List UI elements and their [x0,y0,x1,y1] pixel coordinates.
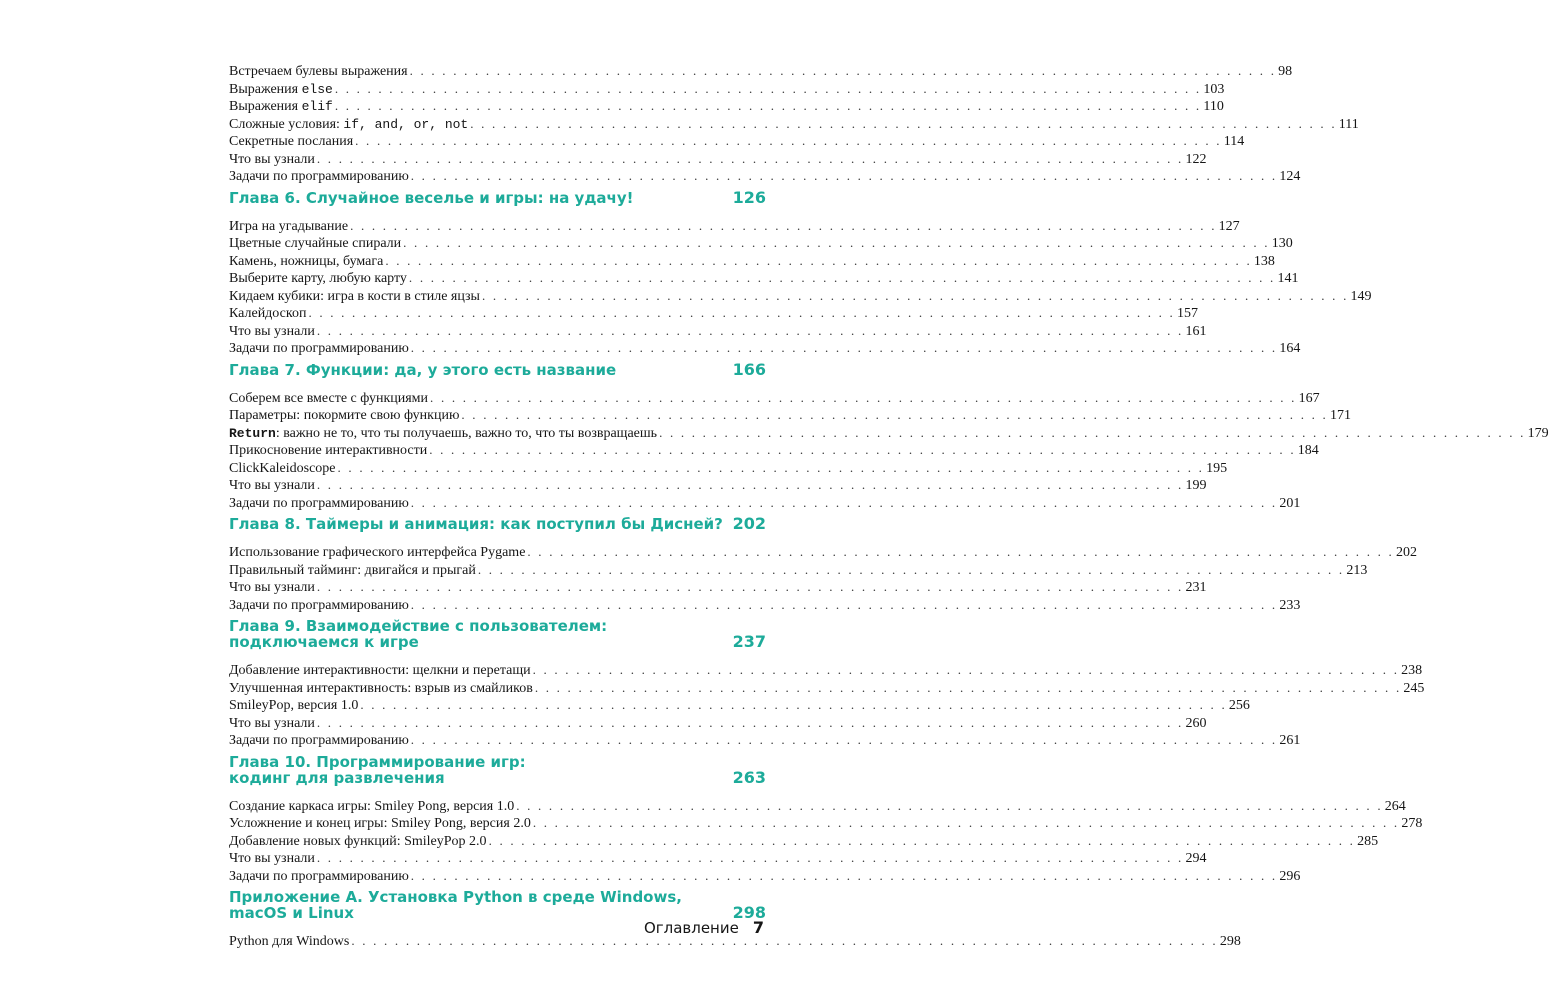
entry-text: Задачи по программированию [229,169,409,184]
chapter-title-line: Приложение А. Установка Python в среде Windows, [229,888,682,906]
dot-leader: . . . . . . . . . . . . . . . . . . . . . . . . . . . . . . . . . . . . . . . . . . . . . . . . . . . . . . . . . . . . . . . . . . . . . . . . . . . . . . . . [316,477,1184,492]
toc-page-number: 122 [1185,151,1207,167]
entry-text: Правильный тайминг: двигайся и прыгай [229,562,476,578]
toc-page-number: 179 [1527,425,1549,441]
dot-leader: . . . . . . . . . . . . . . . . . . . . . . . . . . . . . . . . . . . . . . . . . . . . . . . . . . . . . . . . . . . . . . . . . . . . . . . . . . . . . . . . [308,305,1176,320]
chapter-heading [229,749,766,797]
toc-entry [229,696,1250,714]
dot-leader: . . . . . . . . . . . . . . . . . . . . . . . . . . . . . . . . . . . . . . . . . . . . . . . . . . . . . . . . . . . . . . . . . . . . . . . . . . . . . . . . [410,867,1278,883]
entry-text: Усложнение и конец игры: Smiley Pong, версия 2.0 [229,816,531,831]
toc-entry [229,80,1225,98]
code-keyword: Return [229,425,276,441]
toc-entry [229,494,1301,512]
toc-page-number: 202 [1395,545,1417,560]
toc-entry-label [229,81,333,99]
toc-entry [229,459,1228,477]
toc-page-number: 110 [1203,99,1224,114]
toc-entry-label [229,544,525,562]
toc-entry [229,269,1299,287]
dot-leader: . . . . . . . . . . . . . . . . . . . . . . . . . . . . . . . . . . . . . . . . . . . . . . . . . . . . . . . . . . . . . . . . . . . . . . . . . . . . . . . . [337,459,1205,475]
toc-entry-label [229,562,476,580]
entry-text: Задачи по программированию [229,341,409,356]
entry-text: Секретные послания [229,134,354,149]
page-footer [644,918,764,937]
toc-entry-label [229,662,531,680]
chapter-title-line: Глава 8. Таймеры и анимация: как поступил бы Дисней? [229,515,723,533]
entry-text: Кидаем кубики: игра в кости в стиле яцзы [229,288,480,304]
chapter-heading [229,613,766,661]
entry-text: Что вы узнали [229,151,315,167]
dot-leader: . . . . . . . . . . . . . . . . . . . . . . . . . . . . . . . . . . . . . . . . . . . . . . . . . . . . . . . . . . . . . . . . . . . . . . . . . . . . . . . . [316,322,1184,338]
dot-leader: . . . . . . . . . . . . . . . . . . . . . . . . . . . . . . . . . . . . . . . . . . . . . . . . . . . . . . . . . . . . . . . . . . . . . . . . . . . . . . . . [385,252,1252,268]
chapter-page-number: 202 [732,514,766,533]
toc-entry-label [229,815,531,833]
entry-text: Что вы узнали [229,851,315,866]
toc-entry-label [229,63,408,81]
chapter-title-line: macOS и Linux [229,904,354,922]
dot-leader: . . . . . . . . . . . . . . . . . . . . . . . . . . . . . . . . . . . . . . . . . . . . . . . . . . . . . . . . . . . . . . . . . . . . . . . . . . . . . . . . [360,697,1227,712]
toc-entry [229,322,1207,340]
toc-entry-label [229,407,459,425]
toc-entry [229,543,1417,561]
toc-entry [229,424,1549,442]
entry-text: : важно не то, что ты получаешь, важно то, что ты возвращаешь [275,425,658,441]
chapter-title [229,190,633,206]
toc-page-number: 294 [1185,851,1207,866]
entry-text: Прикосновение интерактивности [229,443,428,458]
entry-text: ClickKaleidoscope [229,460,336,476]
toc-entry-label [229,868,409,886]
entry-text: Задачи по программированию [229,868,409,884]
toc-entry [229,287,1372,305]
entry-text: Выражения [229,99,302,114]
toc-entry [229,814,1423,832]
toc-entry-label [229,288,480,306]
toc-entry [229,731,1301,749]
chapter-page-number: 237 [732,632,766,651]
entry-text: Использование графического интерфейса Pygame [229,545,526,560]
dot-leader: . . . . . . . . . . . . . . . . . . . . . . . . . . . . . . . . . . . . . . . . . . . . . . . . . . . . . . . . . . . . . . . . . . . . . . . . . . . . . . . . [334,98,1202,113]
toc-page-number: 238 [1401,663,1423,678]
chapter-page-number: 263 [732,767,766,787]
toc-entry [229,339,1301,357]
toc-page-number: 261 [1279,733,1301,748]
dot-leader: . . . . . . . . . . . . . . . . . . . . . . . . . . . . . . . . . . . . . . . . . . . . . . . . . . . . . . . . . . . . . . . . . . . . . . . . . . . . . . . . [316,150,1184,166]
dot-leader: . . . . . . . . . . . . . . . . . . . . . . . . . . . . . . . . . . . . . . . . . . . . . . . . . . . . . . . . . . . . . . . . . . . . . . . . . . . . . . . . [316,714,1184,730]
entry-text: Задачи по программированию [229,597,409,613]
toc-entry-label [229,340,409,358]
dot-leader: . . . . . . . . . . . . . . . . . . . . . . . . . . . . . . . . . . . . . . . . . . . . . . . . . . . . . . . . . . . . . . . . . . . . . . . . . . . . . . . . [532,815,1400,830]
toc-page-number: 231 [1185,580,1207,595]
chapter-title-line: кодинг для развлечения [229,768,445,787]
toc-entry-label [229,442,427,460]
toc-entry-label [229,798,514,816]
dot-leader: . . . . . . . . . . . . . . . . . . . . . . . . . . . . . . . . . . . . . . . . . . . . . . . . . . . . . . . . . . . . . . . . . . . . . . . . . . . . . . . . [351,933,1218,948]
toc-entry-label [229,579,315,597]
toc-page-number: 245 [1403,680,1425,696]
toc-page-number: 298 [1219,934,1241,949]
toc-entry [229,561,1368,579]
dot-leader: . . . . . . . . . . . . . . . . . . . . . . . . . . . . . . . . . . . . . . . . . . . . . . . . . . . . . . . . . . . . . . . . . . . . . . . . . . . . . . . . [430,389,1297,405]
toc-page-number: 199 [1185,478,1207,493]
toc-entry-label [229,98,333,116]
toc-entry [229,62,1293,80]
chapter-heading [229,357,766,389]
toc-entry-label [229,477,315,495]
toc-page-number: 141 [1277,271,1299,286]
entry-text: Сложные условия: [229,116,344,132]
chapter-title [229,889,682,921]
dot-leader: . . . . . . . . . . . . . . . . . . . . . . . . . . . . . . . . . . . . . . . . . . . . . . . . . . . . . . . . . . . . . . . . . . . . . . . . . . . . . . . . [429,442,1296,457]
toc-entry [229,679,1425,697]
entry-text: Создание каркаса игры: Smiley Pong, версия 1.0 [229,798,515,814]
code-keyword: elif [301,99,333,114]
toc-page-number: 195 [1206,460,1228,476]
toc-entry-label [229,933,349,951]
toc-page-number: 184 [1297,443,1319,458]
toc-entry-label [229,323,315,341]
chapter-heading [229,185,766,217]
chapter-title-line: Глава 9. Взаимодействие с пользователем: [229,617,608,635]
entry-text: Параметры: покормите свою функцию [229,408,460,423]
code-keyword: if, and, or, not [343,116,469,132]
toc-page-number: 149 [1350,288,1372,304]
toc-entry-label [229,390,428,408]
toc-entry-label [229,133,353,151]
toc-page-number: 296 [1279,868,1301,884]
toc-entry [229,596,1301,614]
toc-page-number: 264 [1384,798,1406,814]
entry-text: Улучшенная интерактивность: взрыв из смайликов [229,680,533,696]
dot-leader: . . . . . . . . . . . . . . . . . . . . . . . . . . . . . . . . . . . . . . . . . . . . . . . . . . . . . . . . . . . . . . . . . . . . . . . . . . . . . . . . [532,662,1400,677]
entry-text: Камень, ножницы, бумага [229,253,384,269]
toc-entry-label [229,168,409,186]
toc-page-number: 256 [1228,698,1250,713]
chapter-title-line: Глава 7. Функции: да, у этого есть название [229,360,617,379]
toc-entry [229,661,1423,679]
chapter-title-line: подключаемся к игре [229,633,419,651]
toc-page-number: 127 [1218,218,1240,234]
running-footer-title: Оглавление [643,919,739,937]
toc-entry [229,132,1245,150]
toc-entry [229,389,1320,407]
toc-page-number: 138 [1253,253,1275,269]
chapter-page-number: 126 [732,187,766,207]
toc-entry-label [229,425,657,443]
chapter-page-number: 166 [732,359,766,379]
toc-entry [229,714,1207,732]
toc-page-number: 278 [1401,816,1423,831]
entry-text: Что вы узнали [229,715,315,731]
toc-entry [229,234,1293,252]
toc-page-number: 233 [1279,597,1301,613]
entry-text: Что вы узнали [229,478,315,493]
page-number: 7 [752,918,764,937]
toc-entry-label [229,305,306,323]
dot-leader: . . . . . . . . . . . . . . . . . . . . . . . . . . . . . . . . . . . . . . . . . . . . . . . . . . . . . . . . . . . . . . . . . . . . . . . . . . . . . . . . [461,407,1328,422]
toc-page-number: 103 [1203,81,1225,97]
toc-entry [229,150,1207,168]
toc-entry [229,476,1207,494]
entry-text: Задачи по программированию [229,733,409,748]
toc-page-number: 114 [1223,134,1245,149]
dot-leader: . . . . . . . . . . . . . . . . . . . . . . . . . . . . . . . . . . . . . . . . . . . . . . . . . . . . . . . . . . . . . . . . . . . . . . . . . . . . . . . . [527,544,1394,559]
toc-entry [229,406,1351,424]
entry-text: Что вы узнали [229,580,315,595]
dot-leader: . . . . . . . . . . . . . . . . . . . . . . . . . . . . . . . . . . . . . . . . . . . . . . . . . . . . . . . . . . . . . . . . . . . . . . . . . . . . . . . . [477,561,1345,577]
toc-page-number: 164 [1279,341,1301,356]
toc-page-number: 124 [1279,169,1301,184]
dot-leader: . . . . . . . . . . . . . . . . . . . . . . . . . . . . . . . . . . . . . . . . . . . . . . . . . . . . . . . . . . . . . . . . . . . . . . . . . . . . . . . . [516,797,1383,813]
dot-leader: . . . . . . . . . . . . . . . . . . . . . . . . . . . . . . . . . . . . . . . . . . . . . . . . . . . . . . . . . . . . . . . . . . . . . . . . . . . . . . . . [410,732,1278,747]
dot-leader: . . . . . . . . . . . . . . . . . . . . . . . . . . . . . . . . . . . . . . . . . . . . . . . . . . . . . . . . . . . . . . . . . . . . . . . . . . . . . . . . [408,270,1276,285]
toc-entry [229,832,1379,850]
toc-entry [229,167,1301,185]
toc-entry-label [229,460,336,478]
toc-page-number: 213 [1346,562,1368,578]
toc-entry-label [229,597,409,615]
toc-entry-label [229,116,468,134]
dot-leader: . . . . . . . . . . . . . . . . . . . . . . . . . . . . . . . . . . . . . . . . . . . . . . . . . . . . . . . . . . . . . . . . . . . . . . . . . . . . . . . . [316,850,1184,865]
chapter-heading [229,511,766,543]
toc-entry-label [229,151,315,169]
toc-page-number: 111 [1338,116,1359,132]
chapter-title [229,618,607,650]
code-keyword: else [301,81,333,97]
dot-leader: . . . . . . . . . . . . . . . . . . . . . . . . . . . . . . . . . . . . . . . . . . . . . . . . . . . . . . . . . . . . . . . . . . . . . . . . . . . . . . . . [350,217,1217,233]
toc-page-number: 167 [1298,390,1320,406]
entry-text: Цветные случайные спирали [229,236,402,251]
entry-text: Соберем все вместе с функциями [229,390,429,406]
chapter-page-number: 298 [732,903,766,922]
entry-text: Встречаем булевы выражения [229,64,408,79]
dot-leader: . . . . . . . . . . . . . . . . . . . . . . . . . . . . . . . . . . . . . . . . . . . . . . . . . . . . . . . . . . . . . . . . . . . . . . . . . . . . . . . . [410,494,1278,510]
toc-page-number: 130 [1271,236,1293,251]
toc-page-number: 260 [1185,715,1207,731]
chapter-title-line: Глава 6. Случайное веселье и игры: на удачу! [229,188,634,207]
toc-entry [229,849,1207,867]
dot-leader: . . . . . . . . . . . . . . . . . . . . . . . . . . . . . . . . . . . . . . . . . . . . . . . . . . . . . . . . . . . . . . . . . . . . . . . . . . . . . . . . [488,832,1356,848]
toc-entry-label [229,218,348,236]
dot-leader: . . . . . . . . . . . . . . . . . . . . . . . . . . . . . . . . . . . . . . . . . . . . . . . . . . . . . . . . . . . . . . . . . . . . . . . . . . . . . . . . [659,424,1526,440]
toc-page-number: 98 [1278,64,1293,79]
entry-text: Добавление интерактивности: щелкни и перетащи [229,663,531,678]
toc-entry [229,217,1240,235]
entry-text: Калейдоскоп [229,306,307,321]
chapter-title [229,516,723,532]
toc-entry-label [229,495,409,513]
toc-entry-label [229,235,401,253]
entry-text: Python для Windows [229,934,350,949]
toc-entry [229,97,1224,115]
toc-entry [229,578,1207,596]
dot-leader: . . . . . . . . . . . . . . . . . . . . . . . . . . . . . . . . . . . . . . . . . . . . . . . . . . . . . . . . . . . . . . . . . . . . . . . . . . . . . . . . [316,579,1184,594]
chapter-title [229,754,526,786]
toc-page-number: 157 [1177,306,1199,321]
toc-entry-label [229,253,383,271]
chapter-title-line: Глава 10. Программирование игр: [229,752,526,771]
dot-leader: . . . . . . . . . . . . . . . . . . . . . . . . . . . . . . . . . . . . . . . . . . . . . . . . . . . . . . . . . . . . . . . . . . . . . . . . . . . . . . . . [403,235,1270,250]
toc-page-number: 171 [1329,408,1351,423]
dot-leader: . . . . . . . . . . . . . . . . . . . . . . . . . . . . . . . . . . . . . . . . . . . . . . . . . . . . . . . . . . . . . . . . . . . . . . . . . . . . . . . . [534,679,1402,695]
dot-leader: . . . . . . . . . . . . . . . . . . . . . . . . . . . . . . . . . . . . . . . . . . . . . . . . . . . . . . . . . . . . . . . . . . . . . . . . . . . . . . . . [470,115,1337,131]
toc-entry-label [229,270,407,288]
dot-leader: . . . . . . . . . . . . . . . . . . . . . . . . . . . . . . . . . . . . . . . . . . . . . . . . . . . . . . . . . . . . . . . . . . . . . . . . . . . . . . . . [410,596,1278,612]
toc-entry [229,797,1406,815]
toc-entry-label [229,850,315,868]
toc-entry [229,441,1319,459]
entry-text: SmileyPop, версия 1.0 [229,698,359,713]
toc-entry [229,115,1359,133]
toc-page-number: 161 [1185,323,1207,339]
toc-entry-label [229,697,358,715]
entry-text: Игра на угадывание [229,218,349,234]
entry-text: Добавление новых функций: SmileyPop 2.0 [229,833,487,849]
dot-leader: . . . . . . . . . . . . . . . . . . . . . . . . . . . . . . . . . . . . . . . . . . . . . . . . . . . . . . . . . . . . . . . . . . . . . . . . . . . . . . . . [410,168,1278,183]
entry-text: Выражения [229,81,302,97]
dot-leader: . . . . . . . . . . . . . . . . . . . . . . . . . . . . . . . . . . . . . . . . . . . . . . . . . . . . . . . . . . . . . . . . . . . . . . . . . . . . . . . . [481,287,1349,303]
toc-page-number: 201 [1279,495,1301,511]
toc-entry [229,867,1301,885]
toc-entry [229,252,1275,270]
dot-leader: . . . . . . . . . . . . . . . . . . . . . . . . . . . . . . . . . . . . . . . . . . . . . . . . . . . . . . . . . . . . . . . . . . . . . . . . . . . . . . . . [409,63,1277,78]
toc-entry-label [229,833,487,851]
toc-entry-label [229,715,315,733]
dot-leader: . . . . . . . . . . . . . . . . . . . . . . . . . . . . . . . . . . . . . . . . . . . . . . . . . . . . . . . . . . . . . . . . . . . . . . . . . . . . . . . . [410,340,1278,355]
entry-text: Выберите карту, любую карту [229,271,407,286]
entry-text: Что вы узнали [229,323,315,339]
entry-text: Задачи по программированию [229,495,409,511]
dot-leader: . . . . . . . . . . . . . . . . . . . . . . . . . . . . . . . . . . . . . . . . . . . . . . . . . . . . . . . . . . . . . . . . . . . . . . . . . . . . . . . . [355,133,1222,148]
dot-leader: . . . . . . . . . . . . . . . . . . . . . . . . . . . . . . . . . . . . . . . . . . . . . . . . . . . . . . . . . . . . . . . . . . . . . . . . . . . . . . . . [334,80,1202,96]
toc-entry [229,304,1199,322]
table-of-contents [229,62,1549,950]
chapter-title [229,362,616,378]
toc-entry-label [229,732,409,750]
toc-entry-label [229,680,533,698]
toc-page-number: 285 [1357,833,1379,849]
